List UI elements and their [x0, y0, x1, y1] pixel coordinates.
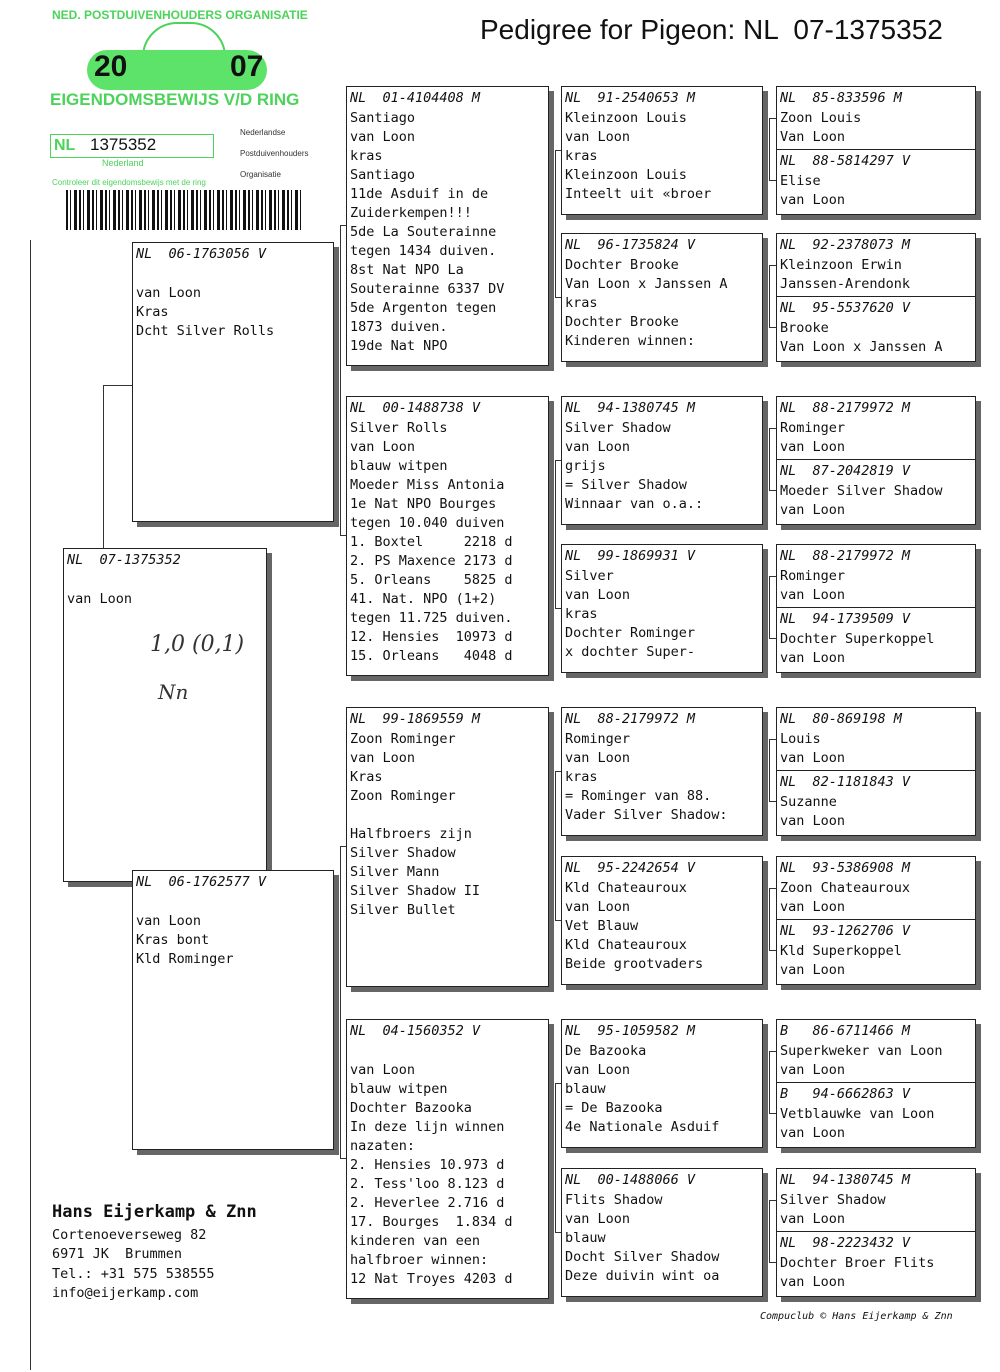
g5-pair-box	[776, 1019, 976, 1148]
connector-line	[103, 385, 133, 386]
pigeon-details: Zoon Rominger van Loon Kras Zoon Rominger Halfbroers zijn Silver Shadow Silver Mann Silver Shadow II Silver Bullet	[350, 731, 481, 918]
great-grandparent-box	[561, 707, 763, 836]
connector-line	[769, 638, 776, 639]
grandparent-box	[346, 396, 549, 676]
grandparent-box	[346, 707, 549, 987]
pigeon-details: Kleinzoon Louis van Loon kras Kleinzoon Louis Inteelt uit «broer	[565, 110, 712, 202]
ring-number: NL 95-2242654 V	[565, 860, 696, 876]
connector-line	[769, 1262, 776, 1263]
ring-number: NL 88-2179972 M	[780, 400, 911, 416]
ring-number: NL 87-2042819 V	[777, 459, 975, 482]
connector-line	[769, 888, 776, 889]
ring-number: NL 88-2179972 M	[780, 548, 911, 564]
country-name: Nederland	[102, 158, 144, 168]
breeder-email: info@eijerkamp.com	[52, 1285, 199, 1301]
ring-number: NL 06-1763056 V	[136, 246, 267, 262]
connector-line	[769, 180, 776, 181]
pigeon-details: Santiago van Loon kras Santiago 11de Asduif in de Zuiderkempen!!! 5de La Souterainne tegen 1434 duiven. 8st Nat NPO La Souterainne 6337 DV 5de Argenton tegen 1873 duiven. 19de Nat NPO	[350, 110, 505, 354]
connector-line	[769, 576, 776, 577]
g5-pair-box	[776, 707, 976, 836]
pigeon-details: Dochter Superkoppel van Loon	[780, 631, 935, 666]
connector-line	[555, 150, 556, 297]
breeder-name: Hans Eijerkamp & Znn	[52, 1202, 257, 1222]
organisation-name: NED. POSTDUIVENHOUDERS ORGANISATIE	[52, 8, 308, 22]
connector-line	[769, 428, 770, 490]
ring-number: NL 00-1488738 V	[350, 400, 481, 416]
pigeon-details: Vetblauwke van Loon van Loon	[780, 1106, 935, 1141]
year-right: 07	[230, 50, 264, 83]
connector-line	[769, 1113, 776, 1114]
grandparent-box	[346, 86, 549, 366]
ring-ownership-card	[42, 6, 320, 232]
ring-number: NL 82-1181843 V	[777, 770, 975, 793]
connector-line	[769, 1200, 770, 1262]
ring-number: B 86-6711466 M	[780, 1023, 911, 1039]
pigeon-details: Rominger van Loon	[780, 420, 846, 455]
breeder-phone: Tel.: +31 575 538555	[52, 1266, 215, 1282]
connector-line	[769, 490, 776, 491]
pigeon-details: Kld Superkoppel van Loon	[780, 943, 902, 978]
pigeon-details: Zoon Chateauroux van Loon	[780, 880, 911, 915]
pigeon-details: Kleinzoon Erwin Janssen-Arendonk	[780, 257, 911, 292]
connector-line	[769, 1051, 770, 1113]
connector-line	[769, 950, 776, 951]
great-grandparent-box	[561, 544, 763, 673]
ring-number: NL 88-5814297 V	[777, 149, 975, 172]
ring-number: NL 98-2223432 V	[777, 1231, 975, 1254]
pigeon-details: Elise van Loon	[780, 173, 846, 208]
ring-number: NL 94-1380745 M	[780, 1172, 911, 1188]
connector-line	[769, 739, 770, 801]
ring-number: NL 91-2540653 M	[565, 90, 696, 106]
pigeon-details: Brooke Van Loon x Janssen A	[780, 320, 943, 355]
pigeon-details: Dochter Brooke Van Loon x Janssen A kras Dochter Brooke Kinderen winnen:	[565, 257, 728, 349]
pigeon-details: Superkweker van Loon van Loon	[780, 1043, 943, 1078]
ring-number: NL 95-5537620 V	[777, 296, 975, 319]
pigeon-details: Suzanne van Loon	[780, 794, 846, 829]
ring-number: NL 93-5386908 M	[780, 860, 911, 876]
ring-number: NL 99-1869559 M	[350, 711, 481, 727]
great-grandparent-box	[561, 233, 763, 362]
document-label: EIGENDOMSBEWIJS V/D RING	[50, 90, 300, 109]
ring-number: NL 94-1739509 V	[777, 607, 975, 630]
ring-number: NL 93-1262706 V	[777, 919, 975, 942]
connector-line	[555, 771, 556, 920]
ring-country: NL	[54, 137, 76, 154]
ring-number: NL 07-1375352	[67, 552, 181, 568]
pigeon-details: Silver Rolls van Loon blauw witpen Moeder Miss Antonia 1e Nat NPO Bourges tegen 10.040 duiven 1. Boxtel 2218 d 2. PS Maxence 2173 d 5. Orleans 5825 d 41. Nat. NPO (1+2) tegen 11.725 duiven. 12. Hensies 10973 d 15. Orleans 4048 d	[350, 420, 513, 664]
g5-pair-box	[776, 396, 976, 525]
ring-number: NL 85-833596 M	[780, 90, 902, 106]
great-grandparent-box	[561, 856, 763, 985]
pigeon-details: Dochter Broer Flits van Loon	[780, 1255, 935, 1290]
pigeon-details: Rominger van Loon kras = Rominger van 88. Vader Silver Shadow:	[565, 731, 728, 823]
ring-number: NL 01-4104408 M	[350, 90, 481, 106]
pigeon-details: Kld Chateauroux van Loon Vet Blauw Kld Chateauroux Beide grootvaders	[565, 880, 704, 972]
breeder-street: Cortenoeverseweg 82	[52, 1227, 207, 1243]
ring-number: 1375352	[90, 135, 157, 154]
breeder-city: 6971 JK Brummen	[52, 1246, 183, 1262]
connector-line	[769, 118, 770, 180]
connector-line	[769, 265, 776, 266]
great-grandparent-box	[561, 1168, 763, 1297]
ring-number: NL 95-1059582 M	[565, 1023, 696, 1039]
pigeon-details: van Loon Kras Dcht Silver Rolls	[136, 285, 275, 339]
ring-number: NL 80-869198 M	[780, 711, 902, 727]
connector-line	[769, 118, 776, 119]
great-grandparent-box	[561, 86, 763, 215]
ring-number: NL 92-2378073 M	[780, 237, 911, 253]
ring-number: NL 88-2179972 M	[565, 711, 696, 727]
barcode	[66, 190, 301, 230]
connector-line	[30, 240, 31, 1370]
pigeon-details: De Bazooka van Loon blauw = De Bazooka 4e Nationale Asduif	[565, 1043, 720, 1135]
pigeon-details: van Loon blauw witpen Dochter Bazooka In deze lijn winnen nazaten: 2. Hensies 10.973 d 2. Tess'loo 8.123 d 2. Heverlee 2.716 d 17. Bourges 1.834 d kinderen van een halfbroer winnen: 12 Nat Troyes 4203 d	[350, 1062, 513, 1287]
connector-line	[769, 1051, 776, 1052]
page-title: Pedigree for Pigeon: NL 07-1375352	[480, 14, 943, 45]
grandparent-box	[346, 1019, 549, 1299]
connector-line	[769, 1200, 776, 1201]
pigeon-details: Flits Shadow van Loon blauw Docht Silver Shadow Deze duivin wint oa	[565, 1192, 720, 1284]
connector-line	[340, 225, 341, 535]
pigeon-details: Zoon Louis Van Loon	[780, 110, 862, 145]
handwritten-note: 1,0 (0,1)	[150, 632, 245, 657]
ring-number: NL 00-1488066 V	[565, 1172, 696, 1188]
ring-number: B 94-6662863 V	[777, 1082, 975, 1105]
connector-line	[555, 460, 556, 608]
connector-line	[769, 576, 770, 638]
g5-pair-box	[776, 856, 976, 985]
great-grandparent-box	[561, 396, 763, 525]
pigeon-details: Silver Shadow van Loon	[780, 1192, 886, 1227]
ring-number: NL 94-1380745 M	[565, 400, 696, 416]
pigeon-details: Silver van Loon kras Dochter Rominger x dochter Super-	[565, 568, 696, 660]
year-left: 20	[94, 50, 128, 83]
subject-box	[63, 548, 267, 882]
ring-number: NL 99-1869931 V	[565, 548, 696, 564]
pigeon-details: Silver Shadow van Loon grijs = Silver Shadow Winnaar van o.a.:	[565, 420, 704, 512]
pigeon-details: Moeder Silver Shadow van Loon	[780, 483, 943, 518]
ring-number: NL 96-1735824 V	[565, 237, 696, 253]
pigeon-details: Louis van Loon	[780, 731, 846, 766]
g5-pair-box	[776, 544, 976, 673]
software-credit: Compuclub © Hans Eijerkamp & Znn	[760, 1311, 953, 1322]
dam-box	[132, 870, 334, 1150]
sire-box	[132, 242, 334, 522]
connector-line	[340, 846, 341, 1158]
g5-pair-box	[776, 1168, 976, 1297]
ring-number: NL 06-1762577 V	[136, 874, 267, 890]
pigeon-details: Rominger van Loon	[780, 568, 846, 603]
connector-line	[769, 739, 776, 740]
g5-pair-box	[776, 86, 976, 215]
connector-line	[769, 265, 770, 327]
connector-line	[769, 428, 776, 429]
pigeon-details: van Loon Kras bont Kld Rominger	[136, 913, 234, 967]
g5-pair-box	[776, 233, 976, 362]
connector-line	[769, 888, 770, 950]
control-text: Controleer dit eigendomsbewijs met de ring	[52, 178, 206, 187]
side-text: Nederlandse Postduivenhouders Organisatie	[240, 128, 309, 179]
connector-line	[555, 1083, 556, 1232]
ring-number: NL 04-1560352 V	[350, 1023, 481, 1039]
connector-line	[769, 327, 776, 328]
pigeon-details: van Loon	[67, 591, 133, 607]
great-grandparent-box	[561, 1019, 763, 1148]
handwritten-note-2: Nn	[158, 680, 189, 704]
connector-line	[769, 801, 776, 802]
